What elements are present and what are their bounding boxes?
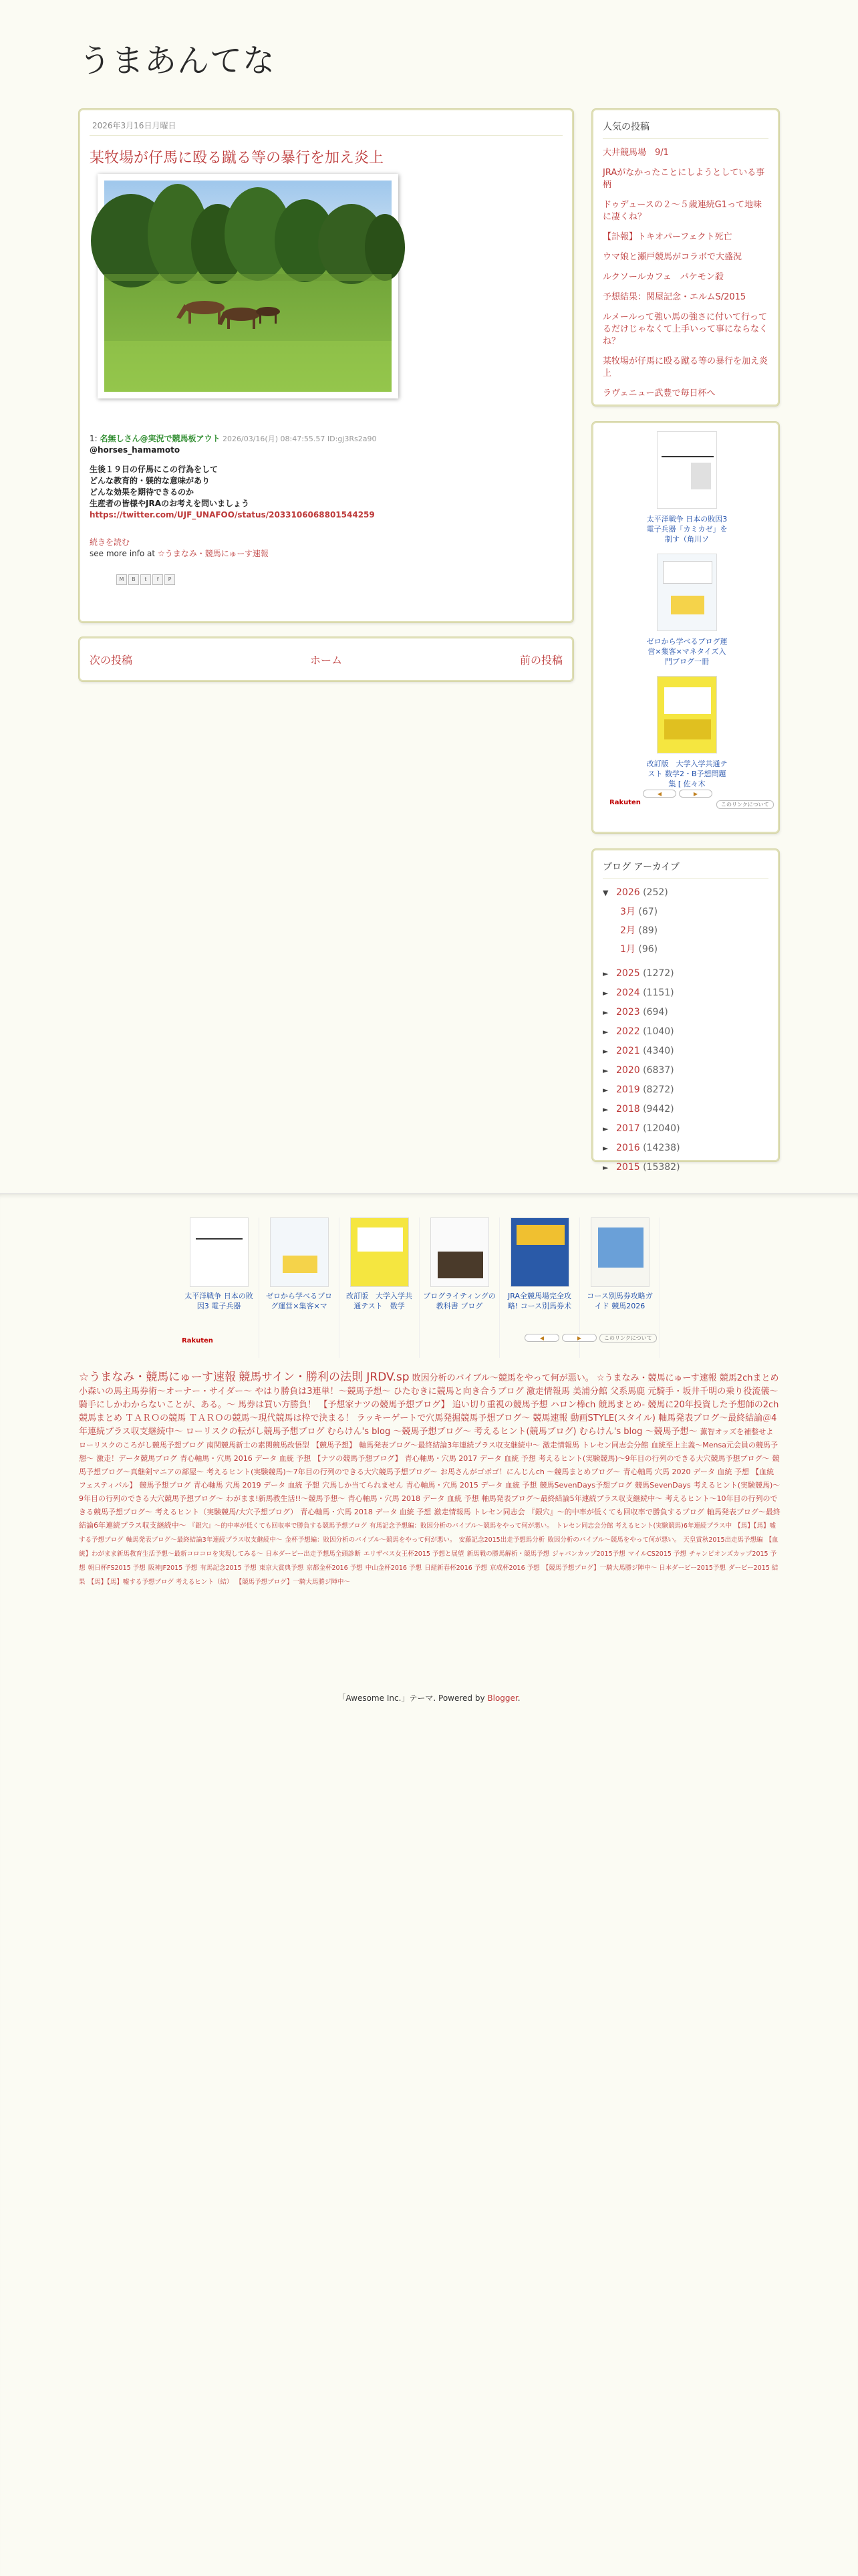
link-cloud <box>79 1371 780 1589</box>
link-item[interactable]: チャンピオンズカップ2015 予想 <box>79 1550 777 1572</box>
link-item[interactable]: 美浦分館 父系馬鹿 <box>572 1387 646 1397</box>
book-cover-art <box>664 719 711 739</box>
archive-month-link[interactable]: 2月 <box>620 925 635 936</box>
book-cover-art <box>598 1227 644 1268</box>
link-item[interactable]: 有馬記念予想編：敗因分析のバイブル〜競馬をやって何が悪い。 <box>369 1522 553 1530</box>
link-item[interactable]: マイルCS2015 予想 <box>627 1550 686 1558</box>
archive-year-link[interactable]: 2017 <box>616 1123 640 1134</box>
rakuten-logo: Rakuten <box>609 799 641 806</box>
collapsed-triangle-icon[interactable]: ► <box>603 1105 609 1114</box>
archive-count: (8272) <box>643 1084 674 1095</box>
poster-name: 名無しさん@実況で競馬板アウト <box>100 434 221 443</box>
collapsed-triangle-icon[interactable]: ► <box>603 1144 609 1153</box>
archive-count: (6837) <box>643 1065 674 1076</box>
link-item[interactable]: 競馬2chまとめ 小森いの馬主馬券術〜オーナー・サイダー〜 <box>79 1373 779 1397</box>
link-item[interactable]: 日経新春杯2016 予想 <box>424 1564 487 1572</box>
post-body-handle: @horses_hamamoto <box>90 445 180 455</box>
link-item[interactable]: 南関競馬新士の素関競馬改悟型 <box>206 1441 309 1449</box>
poster-meta: 2026/03/16(月) 08:47:55.57 ID:gj3Rs2a90 <box>220 435 377 443</box>
link-item[interactable]: 【馬】【馬】嘘する予想ブログ 考えるヒント（結） <box>88 1578 233 1586</box>
link-item[interactable]: トレセン同志会 <box>473 1508 525 1516</box>
link-item[interactable]: 【馬】【馬】嘘する予想ブログ <box>79 1522 776 1544</box>
archive-year-link[interactable]: 2015 <box>616 1162 640 1173</box>
popular-post-link[interactable]: ラヴェニュー武豊で毎日杯へ <box>603 388 716 398</box>
ad-caption[interactable]: ゼロから学べるブログ運営×集客×マ <box>266 1292 332 1310</box>
post <box>79 109 573 622</box>
post-body-line-4: どんな教育的・躾的な意味があり <box>90 476 210 485</box>
link-item[interactable]: 【競馬予想ブログ】一騎大馬勝ジ陣中〜 日本ダービー2015予想 <box>542 1564 726 1572</box>
link-item[interactable]: 日本ダービー出走予想馬全頭診断 <box>265 1550 361 1558</box>
archive-year[interactable] <box>603 1158 768 1177</box>
popular-post-link[interactable]: 大井競馬場 9/1 <box>603 148 669 158</box>
footer-ad-pager <box>525 1334 597 1342</box>
link-item[interactable]: 金杯予想編：敗因分析のバイブル〜競馬をやって何が悪い。 <box>285 1536 456 1544</box>
ad-caption[interactable]: JRA全競馬場完全攻略! コース別馬券术 <box>507 1292 572 1310</box>
link-item[interactable]: 競馬SevenDays <box>635 1481 691 1490</box>
link-item[interactable]: 軸馬発表ブログ〜最終結論6年連続プラス収支継続中〜 <box>79 1508 780 1530</box>
blog-share-icon[interactable]: B <box>128 574 139 585</box>
popular-post-link[interactable]: ウマ娘と瀬戸競馬がコラボで大盛況 <box>603 252 742 262</box>
popular-posts-title: 人気の投稿 <box>603 117 768 139</box>
book-cover-image <box>657 431 717 509</box>
rakuten-ad-widget <box>592 422 779 833</box>
archive-year[interactable] <box>603 1119 768 1139</box>
ad-pager <box>643 790 712 798</box>
link-item[interactable]: 京都金杯2016 予想 <box>306 1564 363 1572</box>
archive-count: (252) <box>643 887 668 898</box>
link-item[interactable]: 【競馬予想】 <box>312 1441 357 1449</box>
post-body-line-5: どんな効果を期待できるのか <box>90 487 194 497</box>
link-item[interactable]: ラッキーゲートで穴馬発掘競馬予想ブログ〜 <box>356 1413 531 1423</box>
link-item[interactable]: 競馬予想ブログ〜真継剣マニアの部屋〜 <box>79 1454 780 1476</box>
archive-year-link[interactable]: 2022 <box>616 1026 640 1037</box>
archive-year-link[interactable]: 2019 <box>616 1084 640 1095</box>
link-item[interactable]: 競馬サイン・勝利の法則 JRDV.sp <box>239 1371 410 1384</box>
post-body <box>90 433 563 521</box>
link-item[interactable]: やはり勝負は3連単！〜競馬予想〜 <box>255 1387 391 1397</box>
collapsed-triangle-icon[interactable]: ► <box>603 1008 609 1017</box>
expanded-triangle-icon[interactable]: ▼ <box>603 889 609 897</box>
readmore-block <box>90 537 563 560</box>
book-cover-art <box>358 1227 403 1252</box>
link-item[interactable]: 京成杯2016 予想 <box>489 1564 540 1572</box>
archive-count: (12040) <box>643 1123 680 1134</box>
post-image[interactable] <box>98 174 398 398</box>
blog-pager <box>79 637 573 681</box>
archive-count: (1272) <box>643 968 674 979</box>
ad-caption[interactable]: 改訂版 大学入学共通テスト 数学2・B予想問題集 [ 佐々木 <box>646 759 728 788</box>
archive-count: (15382) <box>643 1162 680 1173</box>
collapsed-triangle-icon[interactable]: ► <box>603 1125 609 1133</box>
collapsed-triangle-icon[interactable]: ► <box>603 969 609 978</box>
book-cover-art <box>196 1223 243 1240</box>
archive-count: (67) <box>638 907 658 917</box>
book-cover-image <box>657 676 717 753</box>
link-item[interactable]: 中山金杯2016 予想 <box>365 1564 422 1572</box>
link-item[interactable]: ローリスクのころがし競馬予想ブログ <box>79 1441 204 1449</box>
link-item[interactable]: エリザベス女王杯2015 予想と展望 <box>363 1550 464 1558</box>
link-item[interactable]: 軸馬発表ブログ〜最終結論3年連続プラス収支継続中〜 <box>359 1441 540 1449</box>
archive-month-link[interactable]: 1月 <box>620 944 635 955</box>
link-item[interactable]: 阪神JF2015 予想 <box>148 1564 198 1572</box>
see-more-prefix: see more info at <box>90 549 158 558</box>
archive-count: (1151) <box>643 987 674 998</box>
link-item[interactable]: 動画STYLE(スタイル) <box>570 1413 656 1423</box>
book-cover-art <box>517 1225 565 1245</box>
twitter-share-icon[interactable]: t <box>140 574 151 585</box>
link-item[interactable]: 【ナツの競馬予想ブログ】 <box>313 1454 402 1463</box>
archive-year[interactable] <box>603 1022 768 1042</box>
archive-year[interactable] <box>603 1100 768 1119</box>
archive-year[interactable] <box>603 964 768 983</box>
ad-prev-button[interactable]: ◀ <box>525 1334 559 1342</box>
link-item[interactable]: お馬さんがゴボゴ！にんじんch 〜競馬まとめブログ〜 <box>440 1468 621 1476</box>
popular-post-link[interactable]: JRAがなかったことにしようとしている事柄 <box>603 168 765 190</box>
book-cover-image <box>591 1217 650 1287</box>
site-title[interactable]: うまあんてな <box>79 42 276 80</box>
archive-count: (4340) <box>643 1046 674 1056</box>
ad-item[interactable] <box>646 554 728 666</box>
blog-archive-widget <box>592 849 779 1173</box>
footer-ad-item[interactable] <box>420 1217 500 1358</box>
archive-month[interactable] <box>603 921 768 940</box>
ad-caption[interactable]: ブログライティングの教科書 ブログ <box>423 1292 496 1310</box>
link-item[interactable]: 有馬記念2015 予想 <box>200 1564 257 1572</box>
archive-year[interactable] <box>603 1061 768 1080</box>
post-body-line-3: 生後１９日の仔馬にこの行為をして <box>90 465 219 474</box>
link-item[interactable]: 考えるヒント(実験競馬)〜9年目の行列のできる大穴競馬予想ブログ〜 <box>79 1481 780 1503</box>
ad-prev-button[interactable]: ◀ <box>643 790 676 798</box>
link-item[interactable]: 青心軸馬 穴馬 2019 データ 血統 予想 <box>193 1481 320 1490</box>
archive-year-link[interactable]: 2025 <box>616 968 640 979</box>
popular-post-link[interactable]: ルクソールカフェ パケモン殺 <box>603 272 724 282</box>
link-item[interactable]: トレセン同志会分館 <box>582 1441 649 1449</box>
link-item[interactable]: 東京大賞典予想 <box>259 1564 304 1572</box>
archive-year-link[interactable]: 2026 <box>616 887 640 898</box>
link-item[interactable]: 青心軸馬 穴馬 2020 データ 血統 予想 <box>623 1468 750 1476</box>
older-post-link[interactable]: 前の投稿 <box>519 653 563 667</box>
footer-ad-item[interactable] <box>339 1217 420 1358</box>
post-title[interactable]: 某牧場が仔馬に殴る蹴る等の暴行を加え炎上 <box>90 150 384 166</box>
archive-count: (96) <box>638 944 658 955</box>
main-column <box>79 109 573 681</box>
link-item[interactable]: 考えるヒント(実験競馬)〜7年目の行列のできる大穴競馬予想ブログ〜 <box>206 1468 438 1476</box>
archive-month-link[interactable]: 3月 <box>620 907 635 917</box>
blogger-link[interactable]: Blogger <box>487 1693 518 1703</box>
source-link[interactable]: ☆うまなみ・競馬にゅーす速報 <box>157 549 269 558</box>
ad-item[interactable] <box>646 431 728 544</box>
archive-year-link[interactable]: 2018 <box>616 1104 640 1115</box>
link-item[interactable]: 激走情報馬 <box>434 1508 471 1516</box>
archive-month[interactable] <box>603 940 768 959</box>
link-item[interactable]: 朝日杯FS2015 予想 <box>88 1564 146 1572</box>
archive-count: (14238) <box>643 1143 680 1153</box>
link-item[interactable]: 薫智オッズを補整せよ <box>700 1427 774 1436</box>
link-item[interactable]: 軸馬発表ブログ〜最終結論＠4年連続プラス収支継続中〜 <box>79 1413 777 1437</box>
link-item[interactable]: 軸馬発表ブログ〜最終結論5年連続プラス収支継続中〜 <box>481 1494 663 1503</box>
post-body-line-6: 生産者の皆様やJRAのお考えを問いましょう <box>90 499 249 508</box>
theme-credit <box>0 1692 858 1704</box>
archive-year-link[interactable]: 2016 <box>616 1143 640 1153</box>
link-item[interactable]: 競馬速報 <box>533 1413 568 1423</box>
ad-about-link[interactable]: このリンクについて <box>599 1334 657 1342</box>
link-item[interactable]: ☆うまなみ・競馬にゅーす速報 <box>596 1373 717 1383</box>
link-item[interactable]: 競馬まとめ- 競馬に20年投資した予想師の2ch競馬まとめ <box>79 1400 779 1423</box>
link-item[interactable]: 『銀穴』〜的中率が低くても回収率で勝負する競馬予想ブログ <box>188 1522 367 1530</box>
archive-year[interactable] <box>603 1042 768 1061</box>
link-item[interactable]: 敗因分析のバイブル〜競馬をやって何が悪い。 <box>547 1536 681 1544</box>
ad-caption[interactable]: コース別馬券攻略ガイド 競馬2026 <box>587 1292 653 1310</box>
book-cover-image <box>430 1217 489 1287</box>
popular-post-link[interactable]: ルメールって強い馬の強さに付いて行ってるだけじゃなくて上手いって事にならなくね？ <box>603 312 768 346</box>
link-item[interactable]: 血統至上主義〜Mensa元会員の競馬予想〜 <box>79 1441 778 1463</box>
link-item[interactable]: 『銀穴』〜的中率が低くても回収率で勝負するブログ <box>527 1508 704 1516</box>
res-number: 1: <box>90 434 100 443</box>
link-item[interactable]: むらけん's blog 〜競馬予想〜 <box>579 1427 698 1437</box>
collapsed-triangle-icon[interactable]: ► <box>603 1066 609 1075</box>
book-cover-art <box>664 687 711 714</box>
rakuten-logo: Rakuten <box>182 1337 213 1344</box>
collapsed-triangle-icon[interactable]: ► <box>603 1028 609 1036</box>
share-buttons <box>116 574 563 585</box>
link-item[interactable]: ローリスクの転がし競馬予想ブログ <box>185 1427 325 1437</box>
link-item[interactable]: 馬券は買い方勝負！ <box>238 1400 317 1410</box>
link-item[interactable]: ＴＡＲＯの競馬 <box>125 1413 186 1423</box>
newer-post-link[interactable]: 次の投稿 <box>90 653 133 667</box>
book-cover-image <box>190 1217 249 1287</box>
collapsed-triangle-icon[interactable]: ► <box>603 1086 609 1094</box>
post-date: 2026年3月16日月曜日 <box>90 116 563 136</box>
link-item[interactable]: 青心軸馬・穴馬 2018 データ 血統 予想 <box>300 1508 432 1516</box>
link-item[interactable]: 激走！データ競馬ブログ <box>96 1454 178 1463</box>
pinterest-share-icon[interactable]: P <box>164 574 175 585</box>
link-item[interactable]: 天皇賞秋2015出走馬予想編 <box>683 1536 763 1544</box>
archive-year-link[interactable]: 2023 <box>616 1007 640 1018</box>
link-item[interactable]: 元騎手・坂井千明の乗り役流儀〜騎手にしかわからないことが、ある。〜 <box>79 1387 778 1410</box>
archive-year[interactable] <box>603 1003 768 1022</box>
ad-about-link[interactable]: このリンクについて <box>716 800 774 809</box>
link-item[interactable]: 青心軸馬・穴馬 2017 データ 血統 予想 <box>404 1454 536 1463</box>
book-cover-art <box>283 1256 317 1273</box>
ad-next-button[interactable]: ▶ <box>679 790 712 798</box>
book-cover-art <box>691 463 711 489</box>
archive-year-link[interactable]: 2024 <box>616 987 640 998</box>
book-cover-image <box>511 1217 569 1287</box>
blog-header <box>79 35 275 81</box>
archive-count: (89) <box>638 925 658 936</box>
link-item[interactable]: 考えるヒント(競馬ブログ) <box>474 1427 577 1437</box>
popular-posts-widget <box>592 109 779 406</box>
archive-year[interactable] <box>603 983 768 1003</box>
footer <box>0 1193 858 2576</box>
popular-post-link[interactable]: 【訃報】トキオパーフェクト死亡 <box>603 232 732 242</box>
link-item[interactable]: ☆うまなみ・競馬にゅーす速報 <box>79 1371 237 1384</box>
archive-year-link[interactable]: 2021 <box>616 1046 640 1056</box>
link-item[interactable]: 考えるヒント（実験競馬/大穴予想ブログ） <box>155 1508 298 1516</box>
book-cover-art <box>663 561 712 584</box>
archive-year[interactable] <box>603 883 768 903</box>
link-item[interactable]: ダービー2015 結果 <box>79 1564 778 1586</box>
collapsed-triangle-icon[interactable]: ► <box>603 989 609 998</box>
link-item[interactable]: 新馬戦の勝馬解析・競馬予想 <box>466 1550 550 1558</box>
ad-caption[interactable]: 太平洋戦争 日本の敗因3 電子兵器 <box>184 1292 253 1310</box>
link-item[interactable]: 青心軸馬・穴馬 2015 データ 血統 予想 <box>406 1481 537 1490</box>
ad-item[interactable] <box>646 676 728 788</box>
ad-caption[interactable]: ゼロから学べるブログ運営×集客×マネタイズ入門ブログ一冊 <box>646 637 728 666</box>
collapsed-triangle-icon[interactable]: ► <box>603 1163 609 1172</box>
archive-year-link[interactable]: 2020 <box>616 1065 640 1076</box>
book-cover-art <box>671 596 704 614</box>
link-item[interactable]: 競馬予想ブログ <box>139 1481 191 1490</box>
link-item[interactable]: 軸馬発表ブログ〜最終結論3年連続プラス収支継続中〜 <box>126 1536 283 1544</box>
link-item[interactable]: 青心軸馬・穴馬 2016 データ 血統 予想 <box>180 1454 311 1463</box>
archive-count: (1040) <box>643 1026 674 1037</box>
twitter-link[interactable]: https://twitter.com/UJF_UNAFOO/status/2033106068801544259 <box>90 510 375 519</box>
book-cover-title-art <box>662 437 714 457</box>
ad-next-button[interactable]: ▶ <box>562 1334 597 1342</box>
horses-pasture-photo <box>104 181 392 392</box>
credit-end: . <box>517 1693 521 1703</box>
archive-year[interactable] <box>603 1080 768 1100</box>
popular-post-link[interactable]: ドゥデュースの２～５歳連続G1って地味に凄くね？ <box>603 200 762 222</box>
popular-post-link[interactable]: 予想結果：関屋記念・エルムS/2015 <box>603 292 746 302</box>
link-item[interactable]: わがまま!新馬教生活!!〜競馬予想〜 <box>226 1494 345 1503</box>
link-item[interactable]: 安藤記念2015出走予想馬分析 <box>458 1536 545 1544</box>
sidebar <box>592 109 779 1177</box>
archive-count: (694) <box>643 1007 668 1018</box>
collapsed-triangle-icon[interactable]: ► <box>603 1047 609 1056</box>
link-item[interactable]: トレセン同志会分館 考えるヒント(実験競馬)6年連続プラス中 <box>555 1522 732 1530</box>
link-item[interactable]: 激走情報馬 <box>543 1441 580 1449</box>
link-item[interactable]: 【予想家ナツの競馬予想ブログ】 <box>319 1400 450 1410</box>
link-item[interactable]: 競馬SevenDays予想ブログ <box>539 1481 632 1490</box>
book-cover-image <box>270 1217 329 1287</box>
link-item[interactable]: 【血統】わがまま新馬教育生活予想〜最新コロコロを実現してみる〜 <box>79 1536 778 1558</box>
ad-caption[interactable]: 太平洋戦争 日本の敗因3 電子兵器「カミカゼ」を制す（角川ソ <box>646 515 728 544</box>
footer-ad-item[interactable] <box>259 1217 339 1358</box>
link-item[interactable]: ジャパンカップ2015予想 <box>552 1550 625 1558</box>
book-cover-image <box>657 554 717 631</box>
facebook-share-icon[interactable]: f <box>152 574 163 585</box>
email-share-icon[interactable]: M <box>116 574 127 585</box>
archive-month[interactable] <box>603 903 768 921</box>
credit-text: 「Awesome Inc.」テーマ. Powered by <box>337 1693 488 1703</box>
archive-count: (9442) <box>643 1104 674 1115</box>
book-cover-image <box>350 1217 409 1287</box>
popular-post-link[interactable]: 某牧場が仔馬に殴る蹴る等の暴行を加え炎上 <box>603 356 768 378</box>
book-cover-art <box>438 1252 483 1278</box>
archive-year[interactable] <box>603 1139 768 1158</box>
link-item[interactable]: 考えるヒント(実験競馬)〜9年目の行列のできる大穴競馬予想ブログ〜 <box>538 1454 770 1463</box>
post-body-line-1 <box>90 433 563 445</box>
link-item[interactable]: 考えるヒント〜10年目の行列のできる競馬予想ブログ〜 <box>79 1494 778 1516</box>
link-item[interactable]: 穴馬しか当てられません <box>322 1481 404 1490</box>
archive-title: ブログ アーカイブ <box>603 857 768 879</box>
link-item[interactable]: むらけん's blog 〜競馬予想ブログ〜 <box>327 1427 472 1437</box>
link-item[interactable]: 【血統フェスティバル】 <box>79 1468 774 1490</box>
ad-caption[interactable]: 改訂版 大学入学共通テスト 数学 <box>346 1292 412 1310</box>
home-link[interactable]: ホーム <box>309 653 342 667</box>
link-item[interactable]: 敗因分析のバイブル〜競馬をやって何が悪い。 <box>412 1373 594 1383</box>
link-item[interactable]: ＴＡＲＯの競馬〜現代競馬は枠で決まる！ <box>188 1413 354 1423</box>
link-item[interactable]: 青心軸馬・穴馬 2018 データ 血統 予想 <box>347 1494 479 1503</box>
link-item[interactable]: 【競馬予想ブログ】一騎大馬勝ジ陣中〜 <box>235 1578 350 1586</box>
link-item[interactable]: ひたむきに競馬と向き合うブログ 激走情報馬 <box>393 1387 570 1397</box>
read-more-link[interactable]: 続きを読む <box>90 538 130 547</box>
link-item[interactable]: 追い切り重視の競馬予想 ハロン棒ch <box>452 1400 596 1410</box>
